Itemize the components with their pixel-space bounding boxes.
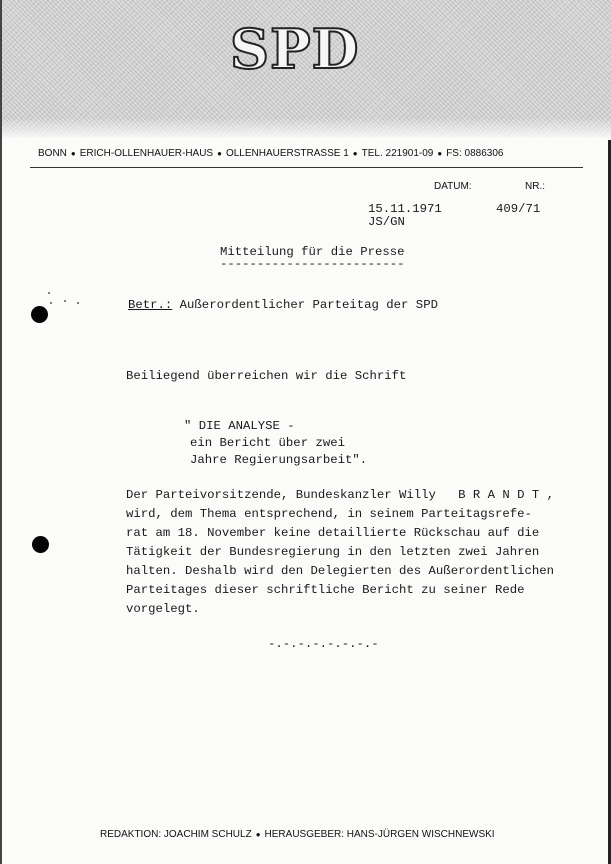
speck bbox=[50, 302, 52, 304]
initials-value: JS/GN bbox=[368, 215, 405, 229]
footer-publisher: HERAUSGEBER: HANS-JÜRGEN WISCHNEWSKI bbox=[264, 829, 495, 840]
subject-line bbox=[128, 299, 438, 311]
body-line: Der Parteivorsitzende, Bundeskanzler Willy B R A N D T , bbox=[126, 488, 555, 502]
spd-logo: SPD bbox=[230, 17, 360, 81]
body-line: rat am 18. November keine detaillierte Rückschau auf die bbox=[126, 526, 540, 540]
address-telex: FS: 0886306 bbox=[446, 148, 504, 159]
letterhead-fade bbox=[2, 118, 611, 140]
quote-line: Jahre Regierungsarbeit". bbox=[190, 453, 368, 467]
address-street: OLLENHAUERSTRASSE 1 bbox=[225, 148, 349, 159]
subject-text: Außerordentlicher Parteitag der SPD bbox=[179, 298, 438, 312]
bullet-icon: ● bbox=[217, 149, 222, 158]
body-line: halten. Deshalb wird den Delegierten des Außerordentlichen bbox=[126, 564, 555, 578]
footer-editor: REDAKTION: JOACHIM SCHULZ bbox=[100, 829, 252, 840]
speck bbox=[77, 302, 79, 304]
bullet-icon: ● bbox=[437, 149, 443, 158]
date-value: 15.11.1971 bbox=[368, 202, 442, 216]
body-line: wird, dem Thema entsprechend, in seinem Parteitagsrefe- bbox=[126, 507, 532, 521]
quote-line: " DIE ANALYSE - bbox=[184, 419, 295, 433]
end-mark: -.-.-.-.-.-.-.- bbox=[268, 637, 379, 651]
bullet-icon: ● bbox=[352, 149, 358, 158]
intro-text: Beiliegend überreichen wir die Schrift bbox=[126, 369, 407, 383]
body-line: vorgelegt. bbox=[126, 602, 200, 616]
punch-hole bbox=[31, 306, 48, 323]
number-value: 409/71 bbox=[496, 202, 541, 216]
address-bar bbox=[38, 148, 503, 159]
body-paragraph bbox=[126, 486, 554, 619]
address-house: ERICH-OLLENHAUER-HAUS bbox=[79, 148, 214, 159]
speck bbox=[64, 300, 66, 302]
quoted-title bbox=[184, 418, 368, 469]
address-divider bbox=[30, 167, 583, 168]
footer-credits bbox=[100, 829, 495, 840]
bullet-icon: ● bbox=[255, 830, 261, 839]
body-line: Tätigkeit der Bundesregierung in den letzten zwei Jahren bbox=[126, 545, 540, 559]
quote-line: ein Bericht über zwei bbox=[190, 436, 345, 450]
nr-label: NR.: bbox=[525, 181, 545, 192]
punch-hole bbox=[32, 536, 49, 553]
press-title: Mitteilung für die Presse bbox=[220, 245, 405, 259]
body-line: Parteitages dieser schriftliche Bericht zu seiner Rede bbox=[126, 583, 525, 597]
address-phone: TEL. 221901-09 bbox=[361, 148, 434, 159]
bullet-icon: ● bbox=[70, 149, 76, 158]
datum-label: DATUM: bbox=[434, 181, 472, 192]
title-underline: ------------------------- bbox=[220, 257, 405, 271]
address-city: BONN bbox=[38, 148, 67, 159]
subject-label: Betr.: bbox=[128, 298, 173, 312]
speck bbox=[48, 292, 50, 294]
